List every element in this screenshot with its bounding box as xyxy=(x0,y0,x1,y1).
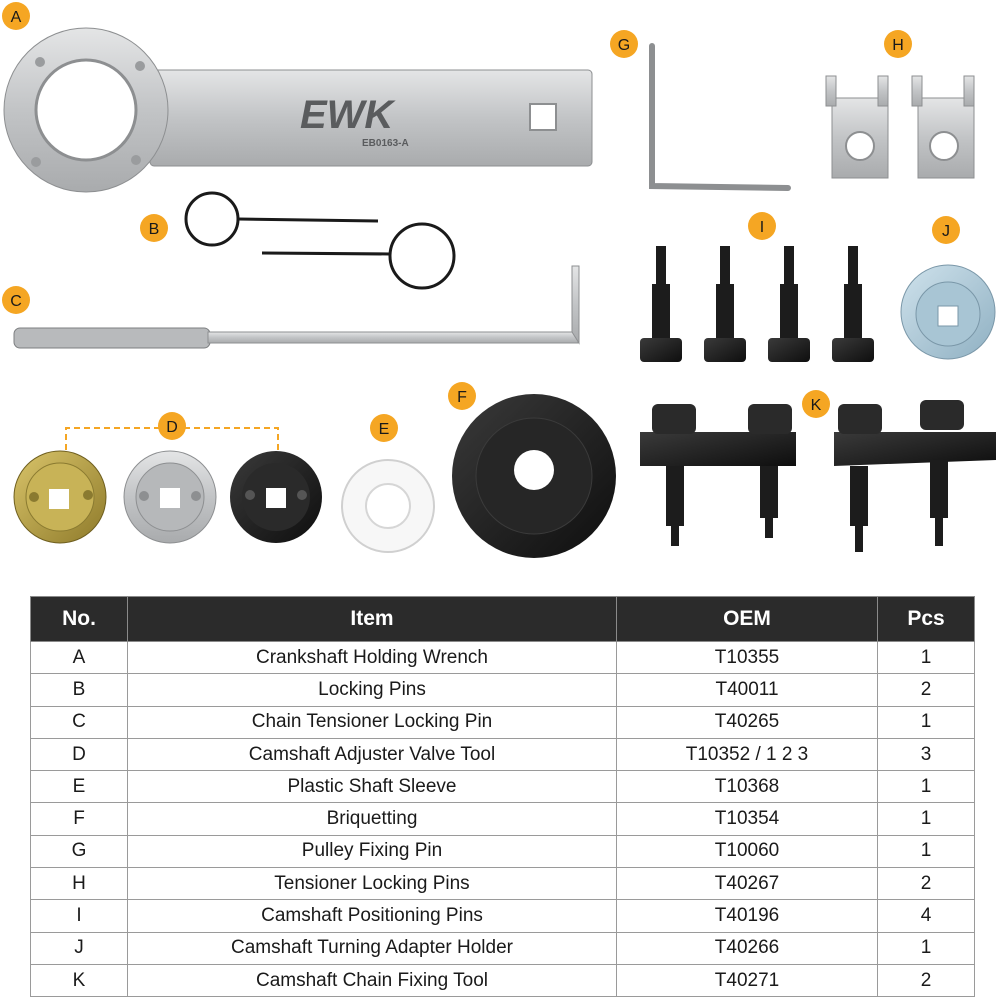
cell-oem: T40271 xyxy=(617,964,878,996)
cell-item: Camshaft Chain Fixing Tool xyxy=(128,964,617,996)
cell-no: B xyxy=(31,674,128,706)
cell-pcs: 1 xyxy=(878,932,975,964)
cell-pcs: 1 xyxy=(878,803,975,835)
cell-no: H xyxy=(31,868,128,900)
cell-oem: T10368 xyxy=(617,771,878,803)
cell-pcs: 1 xyxy=(878,835,975,867)
table-row xyxy=(31,803,975,835)
header-oem: OEM xyxy=(617,597,878,642)
cell-no: E xyxy=(31,771,128,803)
label-badge-f xyxy=(448,382,476,410)
cell-oem: T40196 xyxy=(617,900,878,932)
label-badge-k xyxy=(802,390,830,418)
table-row xyxy=(31,738,975,770)
cell-no: G xyxy=(31,835,128,867)
svg-text:A: A xyxy=(10,9,22,26)
camshaft-chain-fixing-tool xyxy=(640,400,996,552)
label-badge-h xyxy=(884,30,912,58)
header-pcs: Pcs xyxy=(878,597,975,642)
cell-oem: T10355 xyxy=(617,642,878,674)
cell-item: Camshaft Positioning Pins xyxy=(128,900,617,932)
parts-table xyxy=(30,596,975,997)
plastic-shaft-sleeve xyxy=(342,460,434,552)
cell-no: A xyxy=(31,642,128,674)
header-no: No. xyxy=(31,597,128,642)
cell-item: Camshaft Adjuster Valve Tool xyxy=(128,738,617,770)
cell-item: Plastic Shaft Sleeve xyxy=(128,771,617,803)
svg-text:F: F xyxy=(457,389,467,406)
svg-text:B: B xyxy=(148,221,160,238)
label-badge-i xyxy=(748,212,776,240)
table-row xyxy=(31,835,975,867)
label-badge-b xyxy=(140,214,168,242)
header-item: Item xyxy=(128,597,617,642)
briquetting-disc xyxy=(452,394,616,558)
crankshaft-holding-wrench xyxy=(4,28,592,192)
camshaft-positioning-pins xyxy=(640,246,874,362)
cell-no: I xyxy=(31,900,128,932)
table-row xyxy=(31,868,975,900)
cell-no: C xyxy=(31,706,128,738)
wrench-part-number: EB0163-A xyxy=(362,138,409,149)
cell-oem: T10060 xyxy=(617,835,878,867)
label-badge-c xyxy=(2,286,30,314)
cell-no: K xyxy=(31,964,128,996)
table-row xyxy=(31,642,975,674)
cell-pcs: 2 xyxy=(878,868,975,900)
tensioner-locking-pins xyxy=(826,76,974,178)
cell-pcs: 1 xyxy=(878,706,975,738)
camshaft-adjuster-valve-tools xyxy=(14,428,322,543)
cell-item: Tensioner Locking Pins xyxy=(128,868,617,900)
cell-oem: T40267 xyxy=(617,868,878,900)
cell-oem: T10354 xyxy=(617,803,878,835)
camshaft-turning-adapter xyxy=(901,265,995,359)
table-row xyxy=(31,674,975,706)
svg-text:D: D xyxy=(166,419,178,436)
svg-text:C: C xyxy=(10,293,22,310)
cell-no: J xyxy=(31,932,128,964)
cell-item: Locking Pins xyxy=(128,674,617,706)
cell-pcs: 2 xyxy=(878,674,975,706)
label-badge-g xyxy=(610,30,638,58)
svg-text:K: K xyxy=(810,397,822,414)
svg-text:I: I xyxy=(759,219,765,236)
svg-text:G: G xyxy=(617,37,631,54)
table-row xyxy=(31,771,975,803)
table-header-row xyxy=(31,597,975,642)
cell-item: Crankshaft Holding Wrench xyxy=(128,642,617,674)
label-badge-j xyxy=(932,216,960,244)
cell-item: Camshaft Turning Adapter Holder xyxy=(128,932,617,964)
table-row xyxy=(31,706,975,738)
svg-text:J: J xyxy=(942,223,950,240)
cell-oem: T40266 xyxy=(617,932,878,964)
svg-text:H: H xyxy=(892,37,904,54)
cell-pcs: 2 xyxy=(878,964,975,996)
cell-pcs: 1 xyxy=(878,642,975,674)
cell-no: F xyxy=(31,803,128,835)
table-row xyxy=(31,964,975,996)
cell-oem: T40011 xyxy=(617,674,878,706)
cell-pcs: 3 xyxy=(878,738,975,770)
chain-tensioner-locking-pin xyxy=(14,266,579,348)
wrench-brand: EWK xyxy=(300,93,394,137)
label-badge-e xyxy=(370,414,398,442)
label-badge-a xyxy=(2,2,30,30)
cell-no: D xyxy=(31,738,128,770)
cell-pcs: 4 xyxy=(878,900,975,932)
cell-oem: T10352 / 1 2 3 xyxy=(617,738,878,770)
cell-item: Chain Tensioner Locking Pin xyxy=(128,706,617,738)
label-badge-d xyxy=(158,412,186,440)
table-row xyxy=(31,932,975,964)
cell-oem: T40265 xyxy=(617,706,878,738)
svg-text:E: E xyxy=(378,421,390,438)
pulley-fixing-pin xyxy=(652,46,788,188)
locking-pins xyxy=(186,193,454,288)
cell-pcs: 1 xyxy=(878,771,975,803)
cell-item: Pulley Fixing Pin xyxy=(128,835,617,867)
cell-item: Briquetting xyxy=(128,803,617,835)
table-row xyxy=(31,900,975,932)
